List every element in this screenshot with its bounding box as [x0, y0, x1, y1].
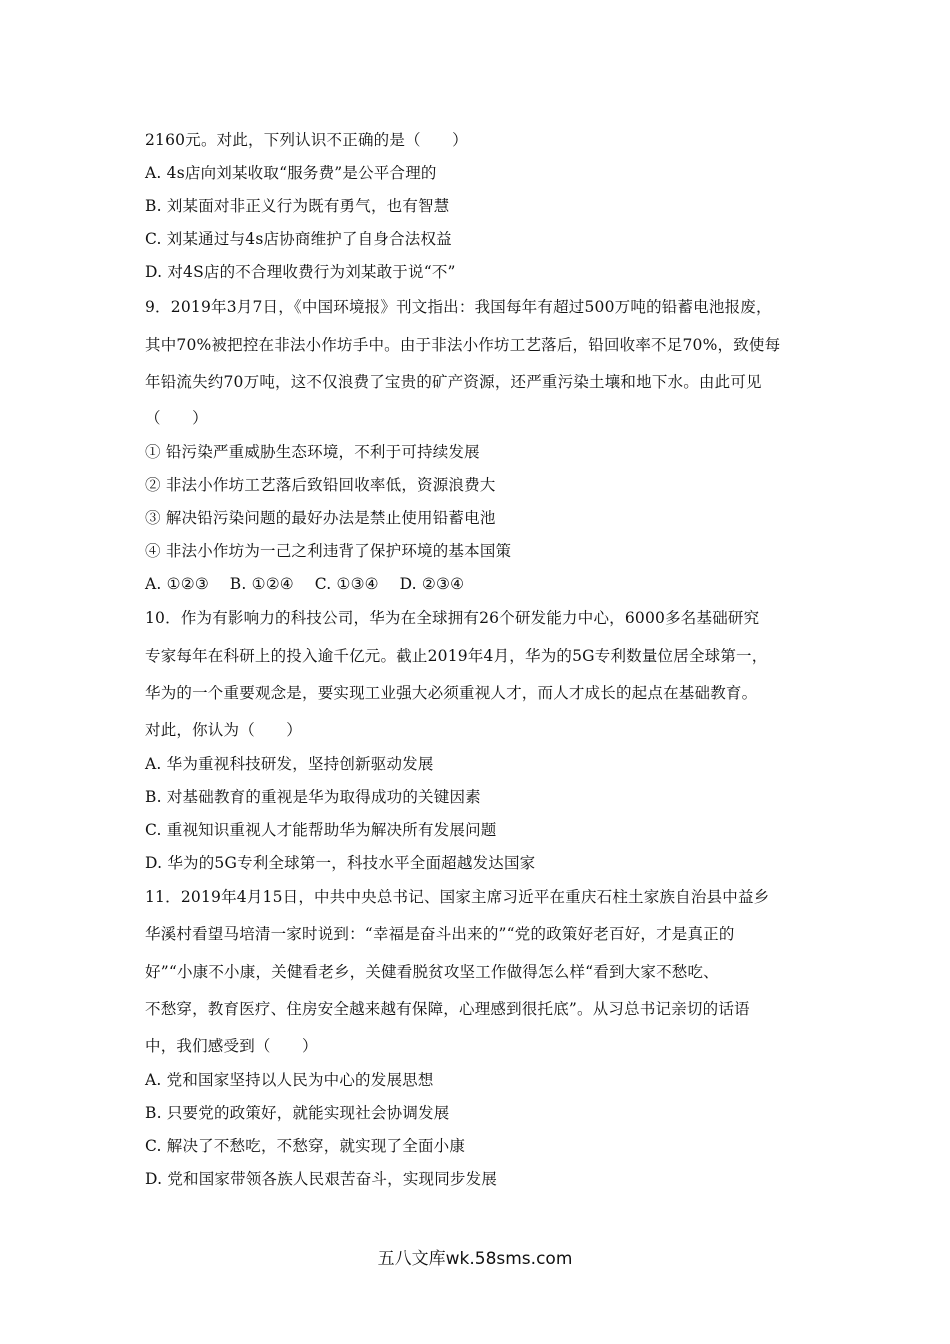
- question-11-line: 好”“小康不小康，关健看老乡，关健看脱贫攻坚工作做得怎么样“看到大家不愁吃、: [145, 963, 719, 981]
- text-line: 2160元。对此，下列认识不正确的是（ ）: [145, 131, 468, 149]
- statement-line: ④ 非法小作坊为一己之利违背了保护环境的基本国策: [145, 542, 512, 560]
- question-11-line: 不愁穿，教育医疗、住房安全越来越有保障，心理感到很托底”。从习总书记亲切的话语: [145, 1000, 750, 1018]
- question-10-line: 对此，你认为（ ）: [145, 721, 303, 739]
- question-9-line: 9．2019年3月7日，《中国环境报》刊文指出：我国每年有超过500万吨的铅蓄电池报废，: [145, 298, 772, 316]
- question-11-line: 华溪村看望马培清一家时说到：“幸福是奋斗出来的”“党的政策好老百好，才是真正的: [145, 925, 735, 943]
- question-9-line: 其中70%被把控在非法小作坊手中。由于非法小作坊工艺落后，铅回收率不足70%，致使每: [145, 336, 781, 354]
- options-line: A. ①②③ B. ①②④ C. ①③④ D. ②③④: [145, 575, 465, 593]
- option-line: C. 解决了不愁吃，不愁穿，就实现了全面小康: [145, 1137, 466, 1155]
- option-line: C. 刘某通过与4s店协商维护了自身合法权益: [145, 230, 452, 248]
- footer-watermark: 五八文库wk.58sms.com: [377, 1249, 573, 1269]
- statement-line: ① 铅污染严重威胁生态环境，不利于可持续发展: [145, 443, 480, 461]
- question-10-line: 华为的一个重要观念是，要实现工业强大必须重视人才，而人才成长的起点在基础教育。: [145, 684, 758, 702]
- question-9-line: 年铅流失约70万吨，这不仅浪费了宝贵的矿产资源，还严重污染土壤和地下水。由此可见: [145, 373, 762, 391]
- option-line: D. 对4S店的不合理收费行为刘某敢于说“不”: [145, 263, 456, 281]
- option-line: B. 只要党的政策好，就能实现社会协调发展: [145, 1104, 450, 1122]
- option-line: B. 刘某面对非正义行为既有勇气，也有智慧: [145, 197, 450, 215]
- question-11-line: 11．2019年4月15日，中共中央总书记、国家主席习近平在重庆石柱土家族自治县中益乡: [145, 888, 770, 906]
- option-line: C. 重视知识重视人才能帮助华为解决所有发展问题: [145, 821, 497, 839]
- option-line: A. 华为重视科技研发，坚持创新驱动发展: [145, 755, 434, 773]
- question-10-line: 专家每年在科研上的投入逾千亿元。截止2019年4月，华为的5G专利数量位居全球第一，: [145, 647, 768, 665]
- question-9-line: （ ）: [145, 409, 208, 427]
- option-line: D. 华为的5G专利全球第一，科技水平全面超越发达国家: [145, 854, 536, 872]
- option-line: A. 党和国家坚持以人民为中心的发展思想: [145, 1071, 434, 1089]
- option-line: D. 党和国家带领各族人民艰苦奋斗，实现同步发展: [145, 1170, 498, 1188]
- option-line: A. 4s店向刘某收取“服务费”是公平合理的: [145, 164, 437, 182]
- question-10-line: 10．作为有影响力的科技公司，华为在全球拥有26个研发能力中心，6000多名基础研究: [145, 609, 760, 627]
- statement-line: ③ 解决铅污染问题的最好办法是禁止使用铅蓄电池: [145, 509, 496, 527]
- option-line: B. 对基础教育的重视是华为取得成功的关键因素: [145, 788, 481, 806]
- question-11-line: 中，我们感受到（ ）: [145, 1037, 318, 1055]
- statement-line: ② 非法小作坊工艺落后致铅回收率低，资源浪费大: [145, 476, 496, 494]
